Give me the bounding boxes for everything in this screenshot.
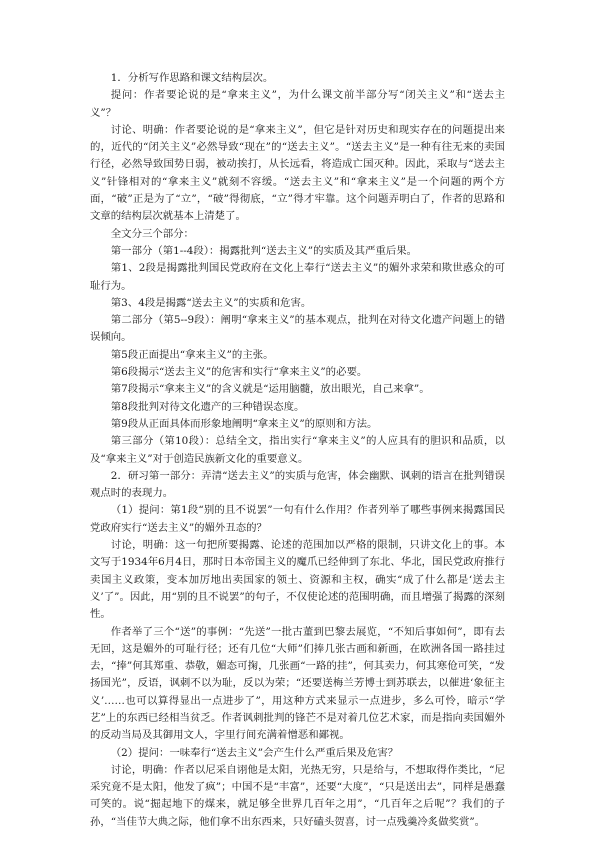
paragraph-1-2-note: 第1、2段是揭露批判国民党政府在文化上奉行“送去主义”的媚外求荣和欺世惑众的可耻行为。 [90,262,505,292]
question-2: （2）提问：一味奉行“送去主义”会产生什么严重后果及危害？ [110,746,399,759]
paragraph-5-note: 第5段正面提出“拿来主义”的主张。 [110,348,274,361]
paragraph-8-note: 第8段批判对待文化遗产的三种错误态度。 [110,400,305,413]
section-heading-study: 2．研习第一部分：弄清“送去主义”的实质与危害，体会幽默、讽刺的语言在批判错误观点时的表现力。 [90,469,505,500]
part-two-summary: 第二部分（第5--9段）：阐明“拿来主义”的基本观点，批判在对待文化遗产问题上的错误倾向。 [90,314,505,344]
question-paragraph: 提问：作者要论说的是“拿来主义”，为什么课文前半部分写“闭关主义”和“送去主义”？ [90,89,505,119]
answer-1: 讨论，明确：这一句把所要揭露、论述的范围加以严格的限制，只讲文化上的事。本文写于1934年6月4日，那时日本帝国主义的魔爪已经伸到了东北、华北，国民党政府推行卖国主义政策，变本加厉地出卖国家的领土、资源和主权，确实“成了什么都是‘送去主义’了”。因此，用“别的且不说罢”的句子，不仅使论述的范围明确，而且增强了揭露的深刻性。 [90,539,505,621]
structure-intro: 全文分三个部分： [110,227,194,240]
paragraph-3-4-note: 第3、4段是揭露“送去主义”的实质和危害。 [110,296,312,309]
paragraph-9-note: 第9段从正面具体而形象地阐明“拿来主义”的原则和方法。 [110,417,378,430]
paragraph-6-note: 第6段揭示“送去主义”的危害和实行“拿来主义”的必要。 [110,366,368,379]
part-three-summary: 第三部分（第10段）：总结全文，指出实行“拿来主义”的人应具有的胆识和品质，以及“拿来主义”对于创造民族新文化的重要意义。 [90,435,505,465]
discussion-paragraph: 讨论、明确：作者要论说的是“拿来主义”，但它是针对历史和现实存在的问题提出来的，近代的“闭关主义”必然导致“现在”的“送去主义”。“送去主义”是一种有往无来的卖国行径，必然导致国势日弱，被动挨打，从长远看，将造成亡国灭种。因此，采取与“送去主义”针锋相对的“拿来主义”就刻不容缓。“送去主义”和“拿来主义”是一个问题的两个方面，“破”正是为了“立”，“破”得彻底，“立”得才牢靠。这个问题弄明白了，作者的思路和文章的结构层次就基本上清楚了。 [90,123,505,223]
paragraph-7-note: 第7段揭示“拿来主义”的含义就是“运用脑髓，放出眼光，自己来拿”。 [110,383,430,396]
question-1: （1）提问：第1段“别的且不说罢”一句有什么作用？作者列举了哪些事例来揭露国民党政府实行“送去主义”的媚外丑态的？ [90,504,505,534]
part-one-summary: 第一部分（第1--4段）：揭露批判“送去主义”的实质及其严重后果。 [110,244,418,257]
answer-2: 讨论，明确：作者以尼采自诩他是太阳，光热无穷，只是给与，不想取得作类比，“尼采究竟不是太阳，他发了疯”；中国不是“丰富”，还要“大度”，“只是送出去”，同样是愚蠢可笑的。说“掘起地下的煤来，就足够全世界几百年之用”，“几百年之后呢”？我们的子孙，“当佳节大典之际，他们拿不出东西来，只好磕头贺喜，讨一点残羹冷炙做奖赏”。 [90,763,505,828]
examples-paragraph: 作者举了三个“送”的事例：“先送”一批古董到巴黎去展览，“不知后事如何”，即有去无回，这是媚外的可耻行径；还有几位“大师”们捧几张古画和新画，在欧洲各国一路挂过去，“捧”何其郑重、恭敬，媚态可掬，几张画“一路的挂”，何其卖力，何其寒伧可笑，“发扬国光”，反语，讽刺不以为耻，反以为荣；“还要送梅兰芳博士到苏联去，以催进‘象征主义’……也可以算得显出一点进步了”，用这种方式来显示一点进步，多么可怜，暗示“学艺”上的东西已经相当贫乏。作者讽刺批判的锋芒不是对着几位艺术家，而是指向卖国媚外的反动当局及其御用文人，字里行间充满着憎恶和鄙视。 [90,625,505,742]
section-heading-structure: 1．分析写作思路和课文结构层次。 [110,72,274,84]
